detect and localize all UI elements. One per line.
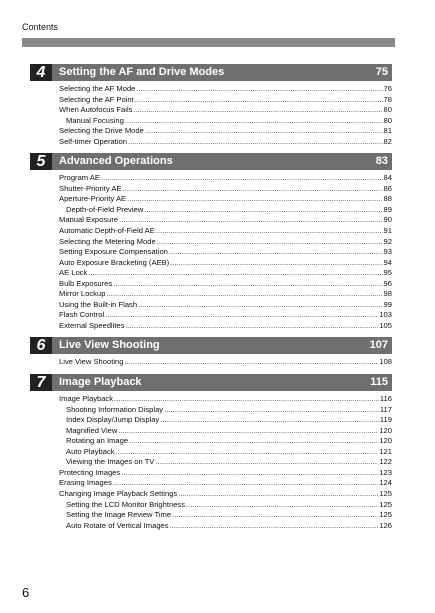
entry-page: 76 (383, 84, 392, 93)
entry-label: Selecting the AF Point (59, 94, 134, 104)
chapter-number: 7 (30, 374, 52, 391)
entry-page: 95 (383, 268, 392, 278)
dot-leader (124, 357, 378, 368)
dot-leader (114, 394, 379, 405)
toc-entry[interactable] (59, 489, 392, 500)
dot-leader (170, 521, 379, 532)
entry-label: Mirror Lockup (59, 289, 106, 299)
dot-leader (145, 126, 383, 137)
entry-label: Selecting the Metering Mode (59, 236, 156, 246)
toc-subentry[interactable] (59, 500, 392, 511)
dot-leader (136, 84, 382, 95)
toc-entry[interactable] (59, 95, 392, 106)
entry-label: Flash Control (59, 310, 105, 320)
toc-entry[interactable] (59, 194, 392, 205)
toc-subentry[interactable] (59, 510, 392, 521)
entry-page: 98 (383, 289, 392, 299)
chapter-page: 75 (375, 66, 388, 78)
entry-label: Self-timer Operation (59, 136, 127, 146)
entry-page: 81 (383, 126, 392, 136)
toc-entry[interactable] (59, 226, 392, 237)
entry-page: 125 (379, 510, 392, 520)
chapter-heading[interactable] (30, 64, 392, 81)
entry-page: 90 (383, 215, 392, 225)
entry-page: 78 (383, 94, 392, 104)
entry-label: Selecting the Drive Mode (59, 126, 144, 136)
dot-leader (125, 321, 378, 332)
toc-entry[interactable] (59, 279, 392, 290)
dot-leader (157, 237, 383, 248)
toc-subentry[interactable] (59, 457, 392, 468)
entry-page: 105 (379, 320, 392, 330)
entry-page: 124 (379, 478, 392, 488)
entry-label: Depth-of-Field Preview (66, 204, 144, 214)
entry-label: Setting Exposure Compensation (59, 247, 168, 257)
chapter-entries (30, 170, 392, 331)
entry-label: Aperture-Priority AE (59, 194, 127, 204)
entry-page: 82 (383, 136, 392, 146)
entry-page: 125 (379, 499, 392, 509)
chapter-number: 6 (30, 337, 52, 354)
dot-leader (125, 116, 383, 127)
entry-page: 88 (383, 194, 392, 204)
entry-label: Manual Focusing (66, 115, 124, 125)
entry-label: Auto Rotate of Vertical Images (66, 520, 169, 530)
entry-page: 122 (379, 457, 392, 467)
dot-leader (105, 310, 378, 321)
entry-label: Index Display/Jump Display (66, 415, 160, 425)
toc-entry[interactable] (59, 215, 392, 226)
chapter-section (30, 337, 392, 368)
dot-leader (127, 194, 382, 205)
chapter-number: 5 (30, 153, 52, 170)
entry-page: 117 (379, 404, 392, 414)
entry-label: Setting the LCD Monitor Brightness (66, 499, 186, 509)
entry-label: Image Playback (59, 394, 114, 404)
toc-subentry[interactable] (59, 205, 392, 216)
dot-leader (186, 500, 378, 511)
entry-page: 125 (379, 488, 392, 498)
chapter-page: 83 (375, 155, 388, 168)
toc-entry[interactable] (59, 478, 392, 489)
entry-page: 119 (379, 415, 392, 425)
toc-subentry[interactable] (59, 405, 392, 416)
toc-entry[interactable] (59, 468, 392, 479)
entry-label: Auto Playback (66, 446, 115, 456)
dot-leader (128, 137, 383, 148)
entry-page: 80 (383, 115, 392, 125)
toc-entry[interactable] (59, 126, 392, 137)
toc-entry[interactable] (59, 137, 392, 148)
chapter-page: 107 (369, 339, 388, 352)
dot-leader (106, 289, 382, 300)
toc-entry[interactable] (59, 258, 392, 269)
dot-leader (164, 405, 379, 416)
dot-leader (155, 457, 378, 468)
chapter-title: Image Playback (59, 376, 142, 389)
chapter-title: Live View Shooting (59, 339, 160, 352)
chapter-section (30, 64, 392, 147)
entry-label: Using the Built-in Flash (59, 299, 138, 309)
chapter-title: Setting the AF and Drive Modes (59, 66, 225, 78)
toc-entry[interactable] (59, 237, 392, 248)
dot-leader (101, 173, 383, 184)
dot-leader (156, 226, 383, 237)
chapter-page: 115 (370, 376, 388, 389)
dot-leader (116, 447, 379, 458)
toc-subentry[interactable] (59, 116, 392, 127)
toc-subentry[interactable] (59, 521, 392, 532)
entry-label: Erasing Images (59, 478, 112, 488)
chapter-entries (30, 81, 392, 147)
toc-entry[interactable] (59, 84, 392, 95)
toc-entry[interactable] (59, 289, 392, 300)
dot-leader (113, 279, 382, 290)
entry-label: Protecting Images (59, 467, 121, 477)
toc-entry[interactable] (59, 310, 392, 321)
entry-label: Rotating an Image (66, 436, 129, 446)
toc-entry[interactable] (59, 357, 392, 368)
entry-label: Shutter-Priority AE (59, 183, 122, 193)
toc-subentry[interactable] (59, 415, 392, 426)
entry-page: 94 (383, 257, 392, 267)
entry-page: 89 (383, 204, 392, 214)
entry-label: External Speedlites (59, 320, 125, 330)
entry-label: Program AE (59, 173, 100, 183)
dot-leader (138, 300, 382, 311)
dot-leader (118, 426, 378, 437)
entry-page: 120 (379, 436, 392, 446)
chapter-heading[interactable] (30, 337, 392, 354)
toc-entry[interactable] (59, 184, 392, 195)
table-of-contents (30, 64, 392, 537)
dot-leader (160, 415, 379, 426)
entry-page: 126 (379, 520, 392, 530)
toc-subentry[interactable] (59, 436, 392, 447)
entry-label: Changing Image Playback Settings (59, 488, 178, 498)
dot-leader (133, 105, 382, 116)
dot-leader (88, 268, 382, 279)
chapter-heading[interactable] (30, 153, 392, 170)
entry-page: 80 (383, 105, 392, 115)
dot-leader (121, 468, 378, 479)
entry-label: Selecting the AF Mode (59, 84, 136, 93)
dot-leader (122, 184, 382, 195)
chapter-section (30, 153, 392, 331)
entry-label: Auto Exposure Bracketing (AEB) (59, 257, 170, 267)
page-number: 6 (22, 585, 30, 600)
entry-page: 86 (383, 183, 392, 193)
chapter-heading[interactable] (30, 374, 392, 391)
entry-page: 99 (383, 299, 392, 309)
dot-leader (135, 95, 383, 106)
entry-page: 96 (383, 278, 392, 288)
dot-leader (113, 478, 379, 489)
entry-label: AE Lock (59, 268, 88, 278)
dot-leader (170, 258, 382, 269)
dot-leader (169, 247, 383, 258)
toc-entry[interactable] (59, 105, 392, 116)
header-rule (22, 38, 395, 47)
chapter-entries (30, 391, 392, 531)
entry-label: Shooting Information Display (66, 404, 164, 414)
dot-leader (119, 215, 382, 226)
entry-page: 84 (383, 173, 392, 183)
chapter-section (30, 374, 392, 531)
entry-label: Automatic Depth-of-Field AE (59, 226, 155, 236)
entry-page: 93 (383, 247, 392, 257)
entry-page: 103 (379, 310, 392, 320)
entry-page: 120 (379, 425, 392, 435)
entry-page: 92 (383, 236, 392, 246)
toc-subentry[interactable] (59, 426, 392, 437)
entry-label: Viewing the Images on TV (66, 457, 155, 467)
chapter-entries (30, 354, 392, 368)
entry-label: Setting the Image Review Time (66, 510, 172, 520)
toc-entry[interactable] (59, 268, 392, 279)
entry-page: 121 (379, 446, 392, 456)
entry-page: 116 (379, 394, 392, 404)
toc-entry[interactable] (59, 247, 392, 258)
chapter-number: 4 (30, 64, 52, 81)
toc-entry[interactable] (59, 300, 392, 311)
toc-entry[interactable] (59, 394, 392, 405)
dot-leader (129, 436, 378, 447)
entry-label: Manual Exposure (59, 215, 119, 225)
entry-page: 91 (383, 226, 392, 236)
chapter-title: Advanced Operations (59, 155, 173, 168)
entry-label: Live View Shooting (59, 357, 124, 367)
dot-leader (178, 489, 378, 500)
entry-page: 123 (379, 467, 392, 477)
entry-label: When Autofocus Fails (59, 105, 133, 115)
toc-entry[interactable] (59, 321, 392, 332)
toc-entry[interactable] (59, 173, 392, 184)
entry-label: Magnified View (66, 425, 118, 435)
entry-page: 108 (379, 357, 392, 367)
toc-subentry[interactable] (59, 447, 392, 458)
dot-leader (172, 510, 378, 521)
dot-leader (144, 205, 382, 216)
running-head: Contents (22, 22, 59, 32)
entry-label: Bulb Exposures (59, 278, 113, 288)
